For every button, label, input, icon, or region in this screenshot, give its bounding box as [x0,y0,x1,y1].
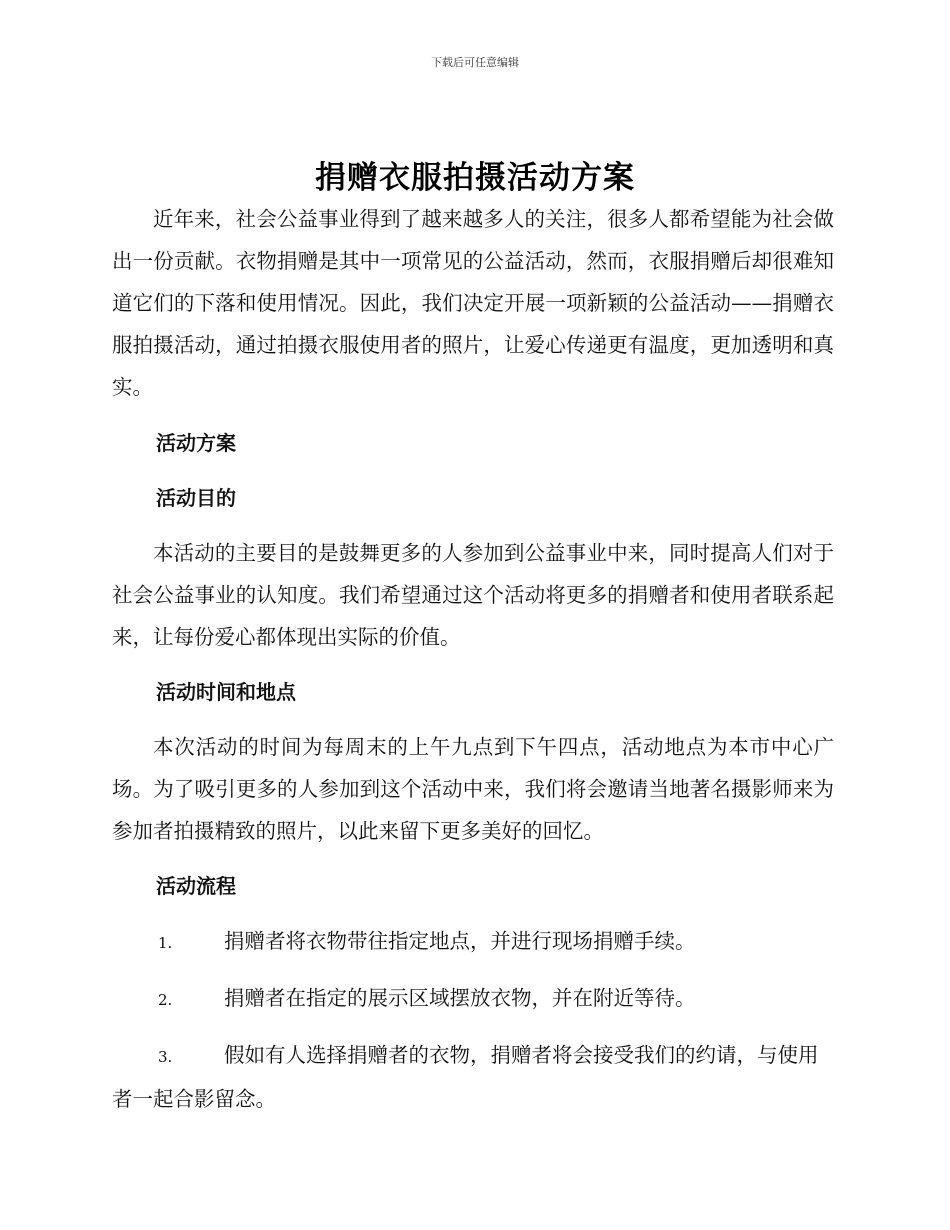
section-heading-process: 活动流程 [156,874,236,898]
intro-paragraph: 近年来，社会公益事业得到了越来越多人的关注，很多人都希望能为社会做出一份贡献。衣物捐赠是其中一项常见的公益活动，然而，衣服捐赠后却很难知道它们的下落和使用情况。因此，我们决定开展一项新颖的公益活动——捐赠衣服拍摄活动，通过拍摄衣服使用者的照片，让爱心传递更有温度，更加透明和真实。 [112,207,834,399]
process-step-number: 2. [158,991,173,1009]
process-step [112,977,834,1021]
process-step-text: 捐赠者在指定的展示区域摆放衣物，并在附近等待。 [224,986,696,1010]
process-step [112,1034,834,1120]
process-step-number: 1. [158,934,173,952]
page-header-note: 下载后可任意编辑 [431,56,519,69]
process-step-text: 假如有人选择捐赠者的衣物，捐赠者将会接受我们的约请，与使用者一起合影留念。 [112,1043,819,1111]
document-body [112,198,834,1133]
time-place-paragraph: 本次活动的时间为每周末的上午九点到下午四点，活动地点为本市中心广场。为了吸引更多的人参加到这个活动中来，我们将会邀请当地著名摄影师来为参加者拍摄精致的照片，以此来留下更多美好的回忆。 [112,735,834,843]
section-heading-purpose: 活动目的 [156,486,236,510]
process-step [112,920,834,964]
section-heading-plan: 活动方案 [156,431,236,455]
document-title: 捐赠衣服拍摄活动方案 [315,160,635,196]
purpose-paragraph: 本活动的主要目的是鼓舞更多的人参加到公益事业中来，同时提高人们对于社会公益事业的认知度。我们希望通过这个活动将更多的捐赠者和使用者联系起来，让每份爱心都体现出实际的价值。 [112,541,834,649]
process-step-text: 捐赠者将衣物带往指定地点，并进行现场捐赠手续。 [224,929,696,953]
process-step-number: 3. [158,1048,173,1066]
section-heading-time-place: 活动时间和地点 [156,680,296,704]
